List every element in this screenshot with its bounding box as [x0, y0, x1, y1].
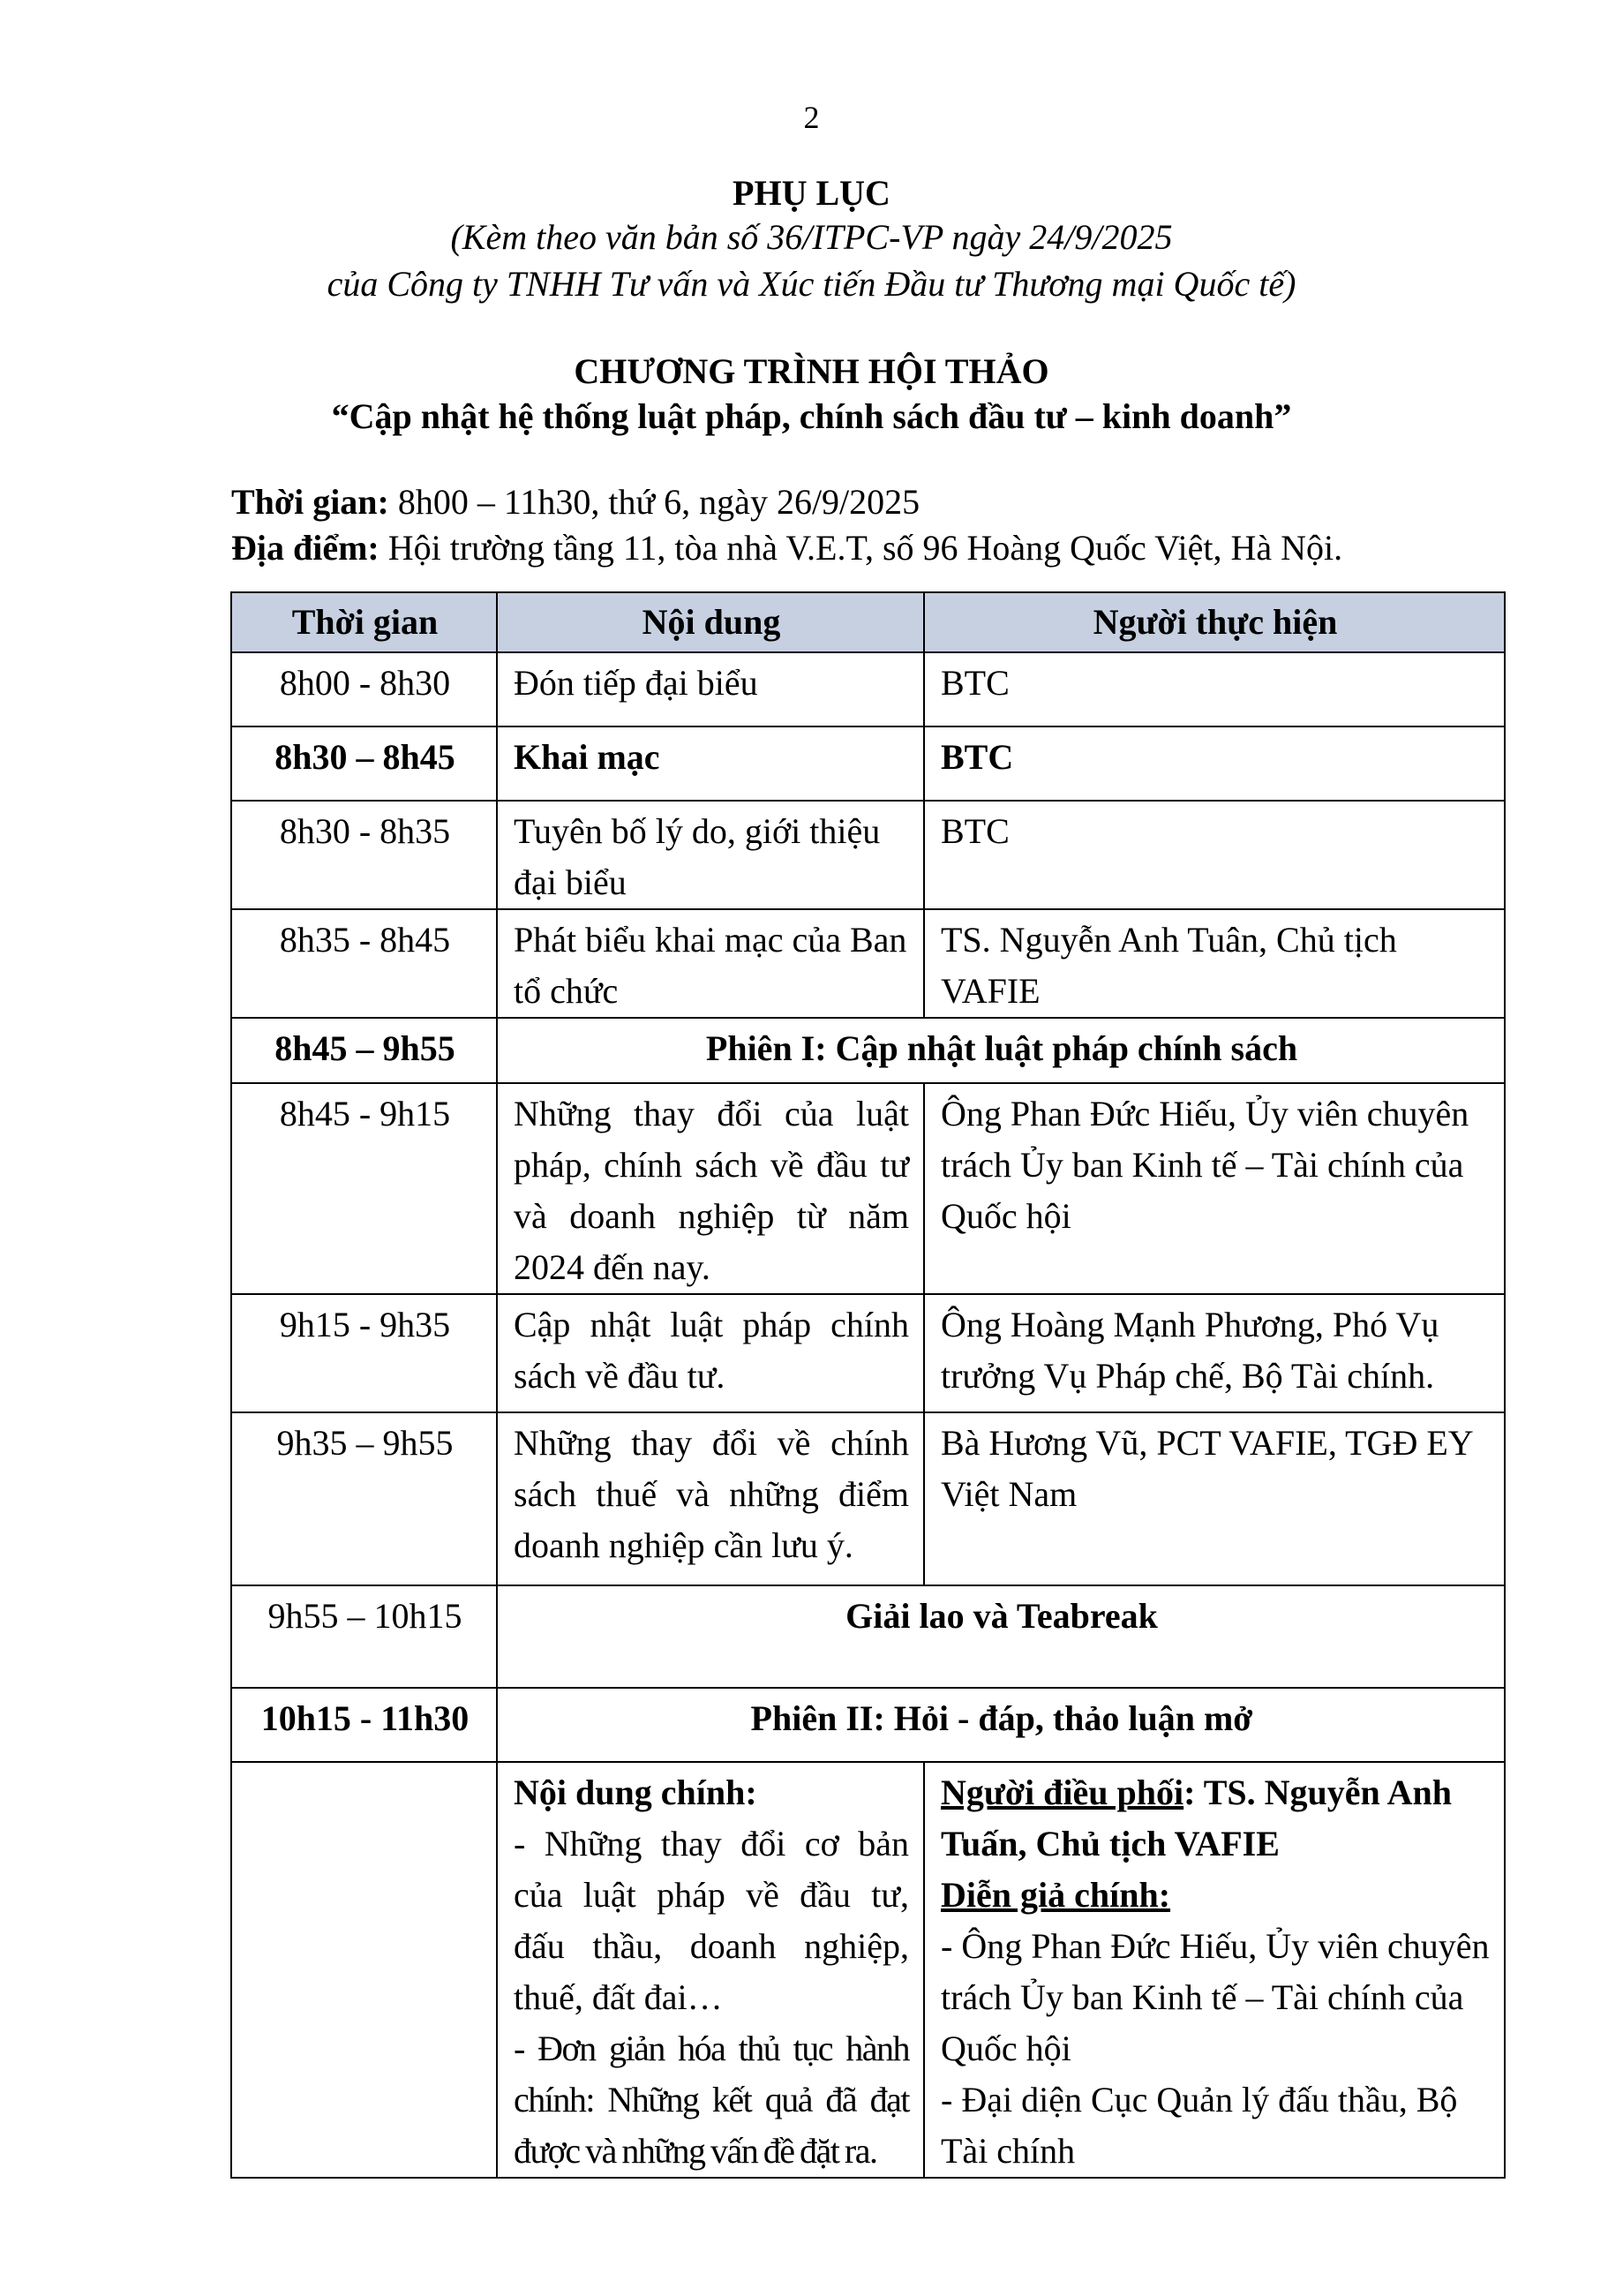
row-person: BTC [924, 726, 1505, 801]
discussion-item: - Đơn giản hóa thủ tục hành chính: Những kết quả đã đạt được và những vấn đề đặt ra. [514, 2029, 909, 2171]
event-time-value: 8h00 – 11h30, thứ 6, ngày 26/9/2025 [388, 482, 920, 522]
session-time: 9h55 – 10h15 [231, 1585, 497, 1688]
row-person: BTC [924, 652, 1505, 726]
row-time: 9h15 - 9h35 [231, 1294, 497, 1412]
program-name: “Cập nhật hệ thống luật pháp, chính sách đầu tư – kinh doanh” [331, 396, 1292, 436]
row-person: Bà Hương Vũ, PCT VAFIE, TGĐ EY Việt Nam [924, 1412, 1505, 1585]
header-content: Nội dung [497, 592, 924, 652]
event-time [231, 481, 920, 523]
discussion-content [497, 1762, 924, 2178]
discussion-speakers [924, 1762, 1505, 2178]
row-time: 8h45 - 9h15 [231, 1083, 497, 1294]
agenda-row [231, 801, 1505, 909]
header-person: Người thực hiện [924, 592, 1505, 652]
session-row [231, 1018, 1505, 1083]
row-person: Ông Phan Đức Hiếu, Ủy viên chuyên trách Ủy ban Kinh tế – Tài chính của Quốc hội [924, 1083, 1505, 1294]
row-person: BTC [924, 801, 1505, 909]
speakers-label: Diễn giả chính: [941, 1875, 1171, 1915]
row-time: 8h30 - 8h35 [231, 801, 497, 909]
session-title: Phiên II: Hỏi - đáp, thảo luận mở [497, 1688, 1505, 1762]
appendix-reference-line: (Kèm theo văn bản số 36/ITPC-VP ngày 24/9/2025 [450, 217, 1173, 257]
moderator-label: Người điều phối [941, 1773, 1184, 1812]
session-title: Phiên I: Cập nhật luật pháp chính sách [497, 1018, 1505, 1083]
row-content: Những thay đổi của luật pháp, chính sách về đầu tư và doanh nghiệp từ năm 2024 đến nay. [497, 1083, 924, 1294]
page-number: 2 [803, 100, 820, 135]
header-time: Thời gian [231, 592, 497, 652]
event-time-label: Thời gian: [231, 482, 389, 522]
row-time: 8h35 - 8h45 [231, 909, 497, 1018]
event-place-value: Hội trường tầng 11, tòa nhà V.E.T, số 96 Hoàng Quốc Việt, Hà Nội. [379, 528, 1343, 568]
row-content: Cập nhật luật pháp chính sách về đầu tư. [497, 1294, 924, 1412]
row-content: Những thay đổi về chính sách thuế và những điểm doanh nghiệp cần lưu ý. [497, 1412, 924, 1585]
row-time: 9h35 – 9h55 [231, 1412, 497, 1585]
row-content: Khai mạc [497, 726, 924, 801]
agenda-row [231, 1294, 1505, 1412]
agenda-row [231, 1083, 1505, 1294]
discussion-item: - Những thay đổi cơ bản của luật pháp về đầu tư, đấu thầu, doanh nghiệp, thuế, đất đai… [514, 1824, 909, 2017]
agenda-table [230, 591, 1506, 2179]
row-content: Đón tiếp đại biểu [497, 652, 924, 726]
row-time: 8h00 - 8h30 [231, 652, 497, 726]
agenda-row [231, 652, 1505, 726]
row-time: 8h30 – 8h45 [231, 726, 497, 801]
speaker-item: - Ông Phan Đức Hiếu, Ủy viên chuyên trách Ủy ban Kinh tế – Tài chính của Quốc hội [941, 1926, 1490, 2068]
moderator-value: : TS. Nguyễn Anh Tuấn, Chủ tịch VAFIE [941, 1773, 1452, 1863]
agenda-row [231, 1412, 1505, 1585]
event-place [231, 527, 1342, 568]
program-title: CHƯƠNG TRÌNH HỘI THẢO [574, 351, 1049, 391]
appendix-issuer-line: của Công ty TNHH Tư vấn và Xúc tiến Đầu tư Thương mại Quốc tế) [327, 264, 1296, 304]
agenda-row [231, 909, 1505, 1018]
session-row [231, 1585, 1505, 1688]
session-row [231, 1688, 1505, 1762]
discussion-row [231, 1762, 1505, 2178]
event-place-label: Địa điểm: [231, 528, 379, 568]
session-title: Giải lao và Teabreak [497, 1585, 1505, 1688]
row-content: Phát biểu khai mạc của Ban tổ chức [497, 909, 924, 1018]
session-time: 10h15 - 11h30 [231, 1688, 497, 1762]
agenda-header-row [231, 592, 1505, 652]
row-person: TS. Nguyễn Anh Tuân, Chủ tịch VAFIE [924, 909, 1505, 1018]
agenda-row [231, 726, 1505, 801]
row-content: Tuyên bố lý do, giới thiệu đại biểu [497, 801, 924, 909]
speaker-item: - Đại diện Cục Quản lý đấu thầu, Bộ Tài chính [941, 2080, 1458, 2171]
row-person: Ông Hoàng Mạnh Phương, Phó Vụ trưởng Vụ Pháp chế, Bộ Tài chính. [924, 1294, 1505, 1412]
discussion-time [231, 1762, 497, 2178]
appendix-title: PHỤ LỤC [733, 173, 890, 213]
session-time: 8h45 – 9h55 [231, 1018, 497, 1083]
discussion-content-heading: Nội dung chính: [514, 1773, 757, 1812]
